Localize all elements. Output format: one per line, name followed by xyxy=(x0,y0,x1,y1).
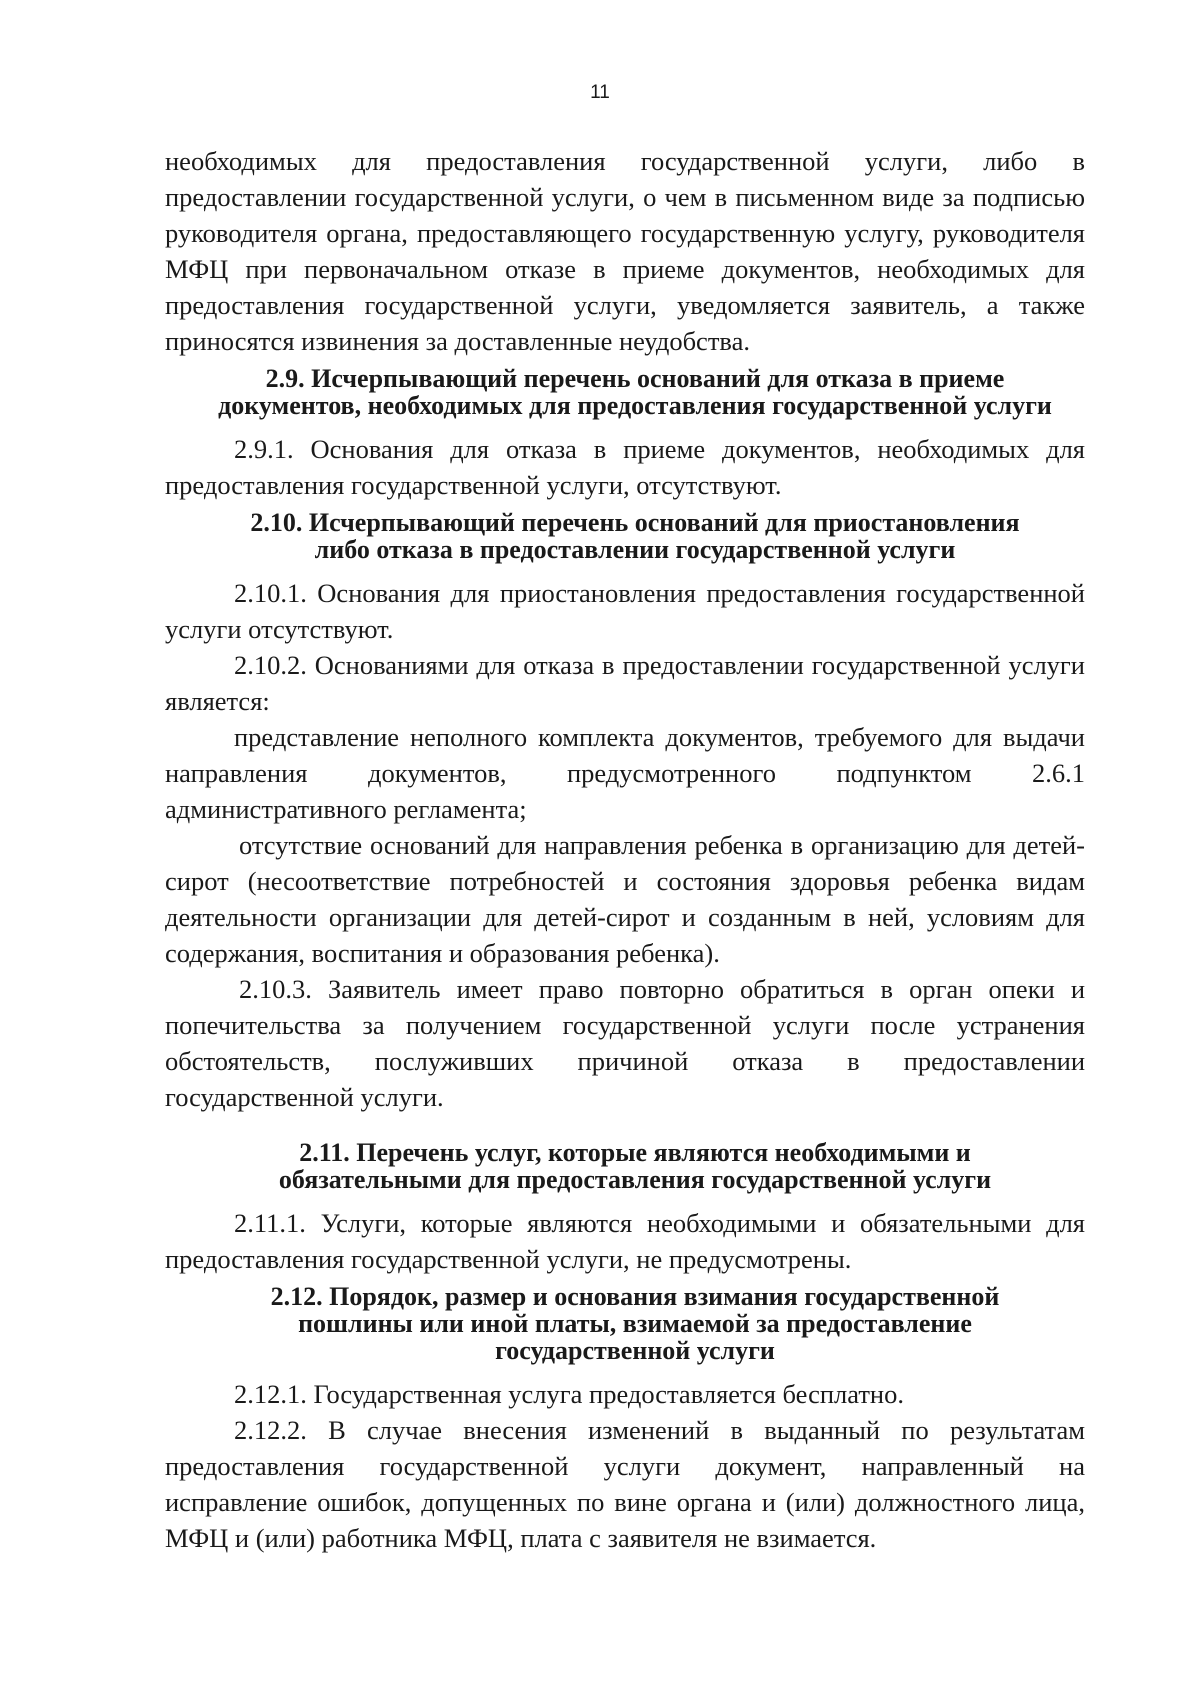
heading-line: 2.12. Порядок, размер и основания взимания государственной xyxy=(270,1282,1000,1311)
paragraph-incomplete-set: представление неполного комплекта документов, требуемого для выдачи направления документов, предусмотренного подпунктом 2.6.1 административного регламента; xyxy=(165,722,1085,824)
paragraph-2-11-1: 2.11.1. Услуги, которые являются необходимыми и обязательными для предоставления государственной услуги, не предусмотрены. xyxy=(165,1208,1085,1274)
heading-line: либо отказа в предоставлении государственной услуги xyxy=(314,535,956,564)
heading-line: обязательными для предоставления государственной услуги xyxy=(278,1165,992,1194)
heading-line: 2.9. Исчерпывающий перечень оснований для отказа в приеме xyxy=(265,364,1005,393)
page-number: 11 xyxy=(590,82,610,103)
heading-2-9 xyxy=(165,365,1085,419)
heading-line: 2.10. Исчерпывающий перечень оснований для приостановления xyxy=(250,508,1020,537)
paragraph-2-10-3: 2.10.3. Заявитель имеет право повторно обратиться в орган опеки и попечительства за получением государственной услуги после устранения обстоятельств, послуживших причиной отказа в предоставлении государственной услуги. xyxy=(165,974,1085,1112)
heading-line: пошлины или иной платы, взимаемой за предоставление xyxy=(298,1309,972,1338)
paragraph-intro: необходимых для предоставления государственной услуги, либо в предоставлении государственной услуги, о чем в письменном виде за подписью руководителя органа, предоставляющего государственную услугу, руководителя МФЦ при первоначальном отказе в приеме документов, необходимых для предоставления государственной услуги, уведомляется заявитель, а также приносятся извинения за доставленные неудобства. xyxy=(165,146,1085,356)
heading-line: документов, необходимых для предоставления государственной услуги xyxy=(218,391,1052,420)
heading-line: государственной услуги xyxy=(495,1336,775,1365)
paragraph-2-10-2: 2.10.2. Основаниями для отказа в предоставлении государственной услуги является: xyxy=(165,650,1085,716)
heading-2-11 xyxy=(165,1139,1085,1193)
paragraph-absence-grounds: отсутствие оснований для направления ребенка в организацию для детей-сирот (несоответствие потребностей и состояния здоровья ребенка видам деятельности организации для детей-сирот и созданным в ней, условиям для содержания, воспитания и образования ребенка). xyxy=(165,830,1085,968)
paragraph-2-10-1: 2.10.1. Основания для приостановления предоставления государственной услуги отсутствуют. xyxy=(165,578,1085,644)
paragraph-2-9-1: 2.9.1. Основания для отказа в приеме документов, необходимых для предоставления государственной услуги, отсутствуют. xyxy=(165,434,1085,500)
heading-2-12 xyxy=(165,1283,1085,1364)
document-body xyxy=(165,143,1085,1556)
paragraph-2-12-1: 2.12.1. Государственная услуга предоставляется бесплатно. xyxy=(234,1379,904,1409)
paragraph-2-12-2: 2.12.2. В случае внесения изменений в выданный по результатам предоставления государственной услуги документ, направленный на исправление ошибок, допущенных по вине органа и (или) должностного лица, МФЦ и (или) работника МФЦ, плата с заявителя не взимается. xyxy=(165,1415,1085,1553)
heading-line: 2.11. Перечень услуг, которые являются необходимыми и xyxy=(299,1138,971,1167)
heading-2-10 xyxy=(165,509,1085,563)
